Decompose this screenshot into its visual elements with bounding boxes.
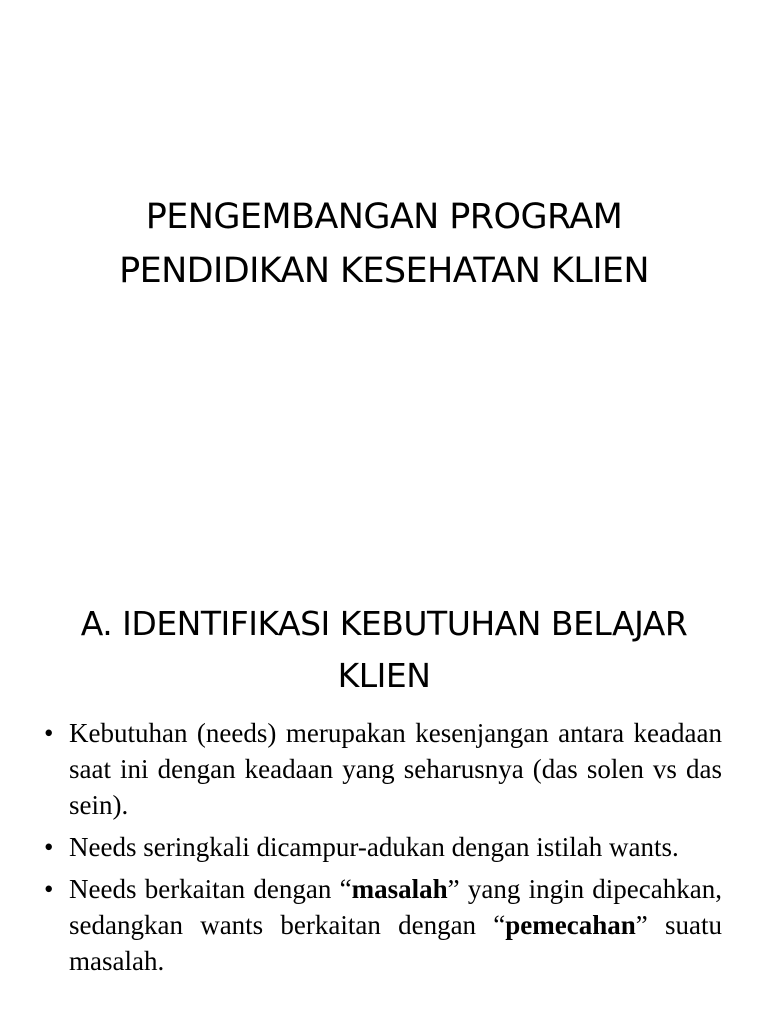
presentation-title [0,190,768,298]
content-slide [0,576,768,1024]
bullet-icon: • [44,874,54,904]
bullet-text-part: ” suatu masalah. [69,910,722,976]
bullet-icon: • [44,718,54,748]
heading-line-2: KLIEN [337,656,431,695]
bullet-text-part: Needs berkaitan dengan “ [69,874,352,904]
bullet-item [40,715,722,823]
bullet-text: Kebutuhan (needs) merupakan kesenjangan antara keadaan saat ini dengan keadaan yang seharusnya (das solen vs das sein). [69,718,722,820]
title-line-1: PENGEMBANGAN PROGRAM [145,197,623,237]
bullet-icon: • [44,832,54,862]
bold-term-pemecahan: pemecahan [505,910,636,940]
bullet-item [40,829,722,865]
bullet-text: Needs seringkali dicampur-adukan dengan istilah wants. [69,832,679,862]
bullet-text-part: ” yang ingin dipecahkan, sedangkan wants berkaitan dengan “ [69,874,722,940]
heading-line-1: A. IDENTIFIKASI KEBUTUHAN BELAJAR [80,604,688,643]
bold-term-masalah: masalah [351,874,448,904]
bullet-item [40,871,722,979]
section-heading [0,598,768,702]
bullet-list [40,715,722,985]
title-line-2: PENDIDIKAN KESEHATAN KLIEN [119,251,649,291]
